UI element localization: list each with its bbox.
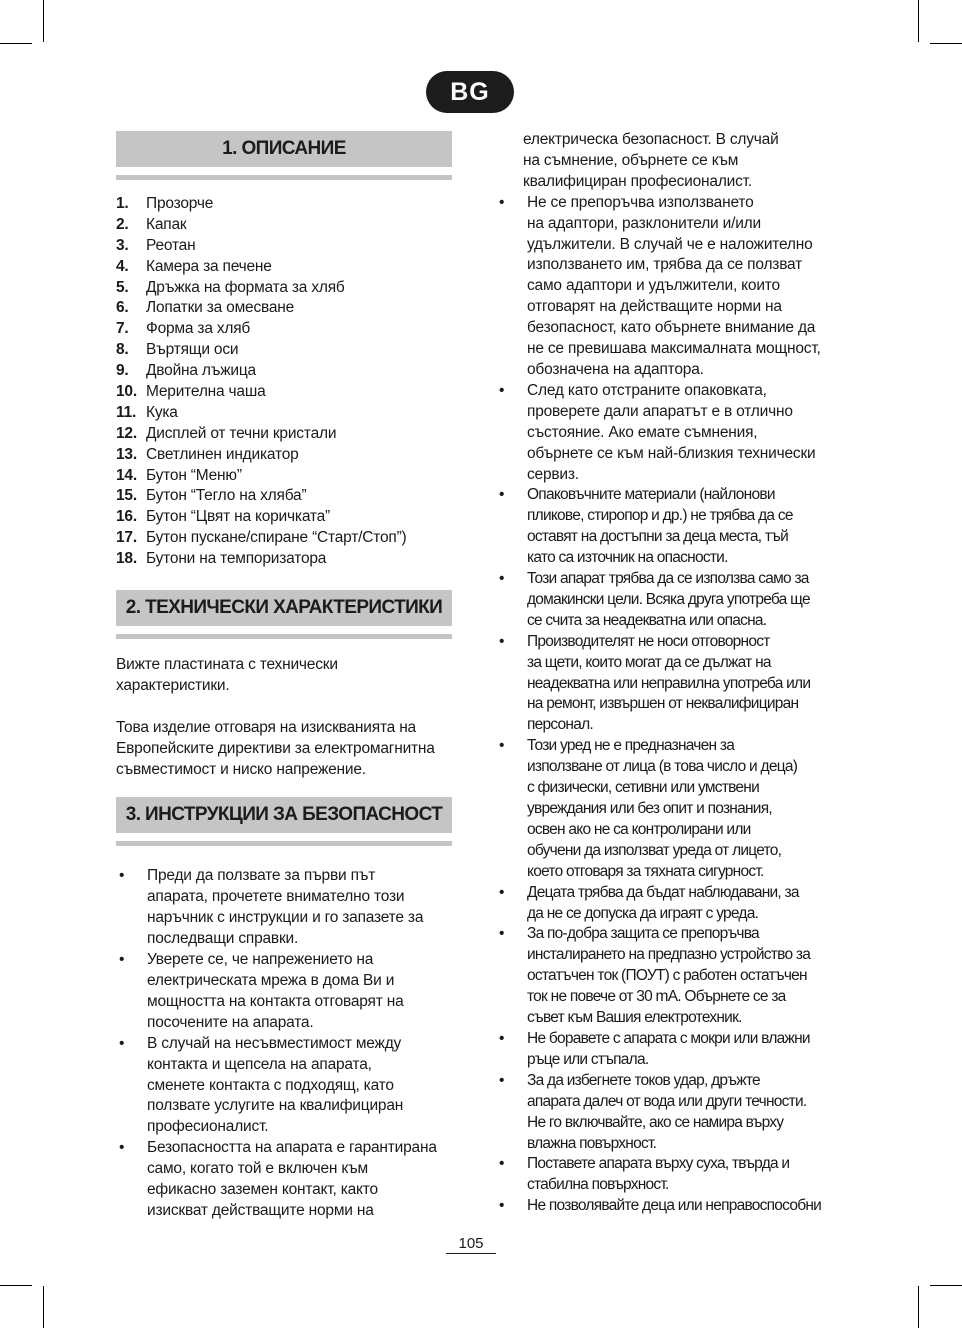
text-line: Това изделие отговаря на изискванията на bbox=[116, 718, 416, 736]
text-line: ток не повече от 30 mA. Обърнете се за bbox=[527, 988, 786, 1006]
text-line: Опаковъчните материали (найлонови bbox=[527, 486, 775, 504]
parts-list-item bbox=[116, 194, 452, 215]
left-column bbox=[116, 131, 452, 1222]
item-number: 3. bbox=[116, 236, 129, 254]
text-line: Не боравете с апарата с мокри или влажни bbox=[527, 1029, 810, 1047]
text-line: безопасност, като обърнете внимание да bbox=[527, 319, 816, 337]
item-label: Реотан bbox=[146, 236, 196, 254]
text-line: професионалист. bbox=[147, 1118, 269, 1136]
parts-list-item bbox=[116, 298, 452, 319]
text-line: Производителят не носи отговорност bbox=[527, 632, 770, 650]
item-label: Бутон “Тегло на хляба” bbox=[146, 487, 307, 505]
text-line: влажна повърхност. bbox=[527, 1134, 657, 1152]
bullet-icon: • bbox=[499, 381, 505, 399]
section-1-title: 1. ОПИСАНИЕ bbox=[116, 131, 452, 167]
bullet-icon: • bbox=[119, 1139, 125, 1157]
section-divider bbox=[116, 175, 452, 180]
text-line: посочените на апарата. bbox=[147, 1013, 314, 1031]
text-line: Не се препоръчва използването bbox=[527, 193, 754, 211]
item-number: 9. bbox=[116, 362, 129, 380]
bullet-icon: • bbox=[499, 1029, 505, 1047]
text-line: квалифициран професионалист. bbox=[523, 172, 752, 190]
text-line: обърнете се към най-близкия технически bbox=[527, 444, 816, 462]
safety-bullet bbox=[496, 1196, 836, 1217]
safety-list-right bbox=[496, 193, 836, 1217]
text-line: Преди да ползвате за първи път bbox=[147, 867, 376, 885]
bullet-icon: • bbox=[119, 951, 125, 969]
text-line: стабилна повърхност. bbox=[527, 1176, 669, 1194]
bullet-icon: • bbox=[499, 1155, 505, 1173]
text-line: ръце или стъпала. bbox=[527, 1050, 649, 1068]
text-line: ползвате услугите на квалифициран bbox=[147, 1097, 404, 1115]
section-1-header bbox=[116, 131, 452, 180]
item-number: 6. bbox=[116, 299, 129, 317]
text-line: персонал. bbox=[527, 716, 593, 734]
text-line: неадекватна или неправилна употреба или bbox=[527, 674, 811, 692]
text-line: мощността на контакта отговарят на bbox=[147, 992, 404, 1010]
text-line: наръчник с инструкции и го запазете за bbox=[147, 909, 424, 927]
item-number: 16. bbox=[116, 508, 137, 526]
item-number: 14. bbox=[116, 466, 137, 484]
section-2-title: 2. ТЕХНИЧЕСКИ ХАРАКТЕРИСТИКИ bbox=[116, 590, 452, 626]
item-number: 15. bbox=[116, 487, 137, 505]
text-line: последващи справки. bbox=[147, 930, 299, 948]
item-label: Бутон пускане/спиране “Старт/Стоп”) bbox=[146, 529, 407, 547]
text-line: не се превишава максималната мощност, bbox=[527, 340, 821, 358]
item-label: Форма за хляб bbox=[146, 320, 251, 338]
text-line: на ремонт, извършен от неквалифициран bbox=[527, 695, 799, 713]
text-line: електрическата мрежа в дома Ви и bbox=[147, 971, 395, 989]
item-number: 12. bbox=[116, 424, 137, 442]
item-number: 7. bbox=[116, 320, 129, 338]
parts-list-item bbox=[116, 549, 452, 570]
text-line: което отговаря за тяхната сигурност. bbox=[527, 862, 764, 880]
item-label: Лопатки за омесване bbox=[146, 299, 295, 317]
safety-bullet bbox=[116, 1034, 452, 1139]
bullet-icon: • bbox=[499, 570, 505, 588]
safety-bullet bbox=[496, 883, 836, 925]
item-number: 2. bbox=[116, 215, 129, 233]
item-label: Кука bbox=[146, 403, 178, 421]
safety-bullet bbox=[116, 866, 452, 950]
text-line: характеристики. bbox=[116, 676, 230, 694]
text-line: с физически, сетивни или умствени bbox=[527, 779, 759, 797]
parts-list-item bbox=[116, 319, 452, 340]
section-2-header bbox=[116, 590, 452, 639]
parts-list-item bbox=[116, 486, 452, 507]
safety-bullet bbox=[496, 193, 836, 381]
bullet-icon: • bbox=[119, 867, 125, 885]
parts-list-item bbox=[116, 236, 452, 257]
crop-mark bbox=[0, 1285, 32, 1286]
text-line: След като отстраните опаковката, bbox=[527, 381, 767, 399]
text-line: В случай на несъвместимост между bbox=[147, 1034, 402, 1052]
item-number: 4. bbox=[116, 257, 129, 275]
right-column bbox=[496, 130, 836, 1217]
safety-bullet bbox=[496, 381, 836, 486]
text-line: Уверете се, че напрежението на bbox=[147, 951, 374, 969]
item-label: Бутон “Цвят на коричката” bbox=[146, 508, 331, 526]
text-line: само адаптори и удължители, които bbox=[527, 277, 780, 295]
text-line: на съмнение, обърнете се към bbox=[523, 151, 739, 169]
item-number: 1. bbox=[116, 195, 129, 212]
crop-mark bbox=[43, 0, 44, 42]
text-line: за щети, които могат да се дължат на bbox=[527, 653, 771, 671]
safety-bullet bbox=[496, 924, 836, 1029]
text-line: апарата, прочетете внимателно този bbox=[147, 888, 405, 906]
section-divider bbox=[116, 634, 452, 639]
text-line: се счита за неадекватна или опасна. bbox=[527, 611, 767, 629]
item-label: Двойна лъжица bbox=[146, 362, 256, 380]
text-line: Европейските директиви за електромагнитна bbox=[116, 739, 435, 757]
text-line: инсталирането на предпазно устройство за bbox=[527, 946, 811, 964]
text-line: на адаптори, разклонители и/или bbox=[527, 214, 761, 232]
parts-list-item bbox=[116, 382, 452, 403]
item-label: Прозорче bbox=[146, 195, 214, 212]
text-line: удължители. В случай че е наложително bbox=[527, 235, 813, 253]
compliance-paragraph bbox=[116, 718, 452, 781]
parts-list-item bbox=[116, 361, 452, 382]
section-3-header bbox=[116, 797, 452, 846]
continued-paragraph bbox=[496, 130, 836, 193]
text-line: отговарят на действащите норми на bbox=[527, 298, 782, 316]
safety-bullet bbox=[116, 1138, 452, 1222]
page-number: 105 bbox=[446, 1235, 496, 1254]
item-number: 11. bbox=[116, 403, 137, 421]
bullet-icon: • bbox=[499, 632, 505, 650]
text-line: съвет към Вашия електротехник. bbox=[527, 1009, 742, 1027]
text-line: За да избегнете токов удар, дръжте bbox=[527, 1071, 760, 1089]
text-line: Вижте пластината с технически bbox=[116, 656, 338, 674]
bullet-icon: • bbox=[499, 486, 505, 504]
item-label: Дръжка на формата за хляб bbox=[146, 278, 345, 296]
text-line: За по-добра защита се препоръчва bbox=[527, 925, 759, 943]
crop-mark bbox=[918, 1286, 919, 1328]
text-line: оставят на достъпни за деца места, тъй bbox=[527, 528, 789, 546]
item-number: 13. bbox=[116, 445, 137, 463]
text-line: остатъчен ток (ПОУТ) с работен остатъчен bbox=[527, 967, 807, 985]
parts-list-item bbox=[116, 466, 452, 487]
parts-list bbox=[116, 194, 452, 570]
text-line: състояние. Ако емате съмнения, bbox=[527, 423, 758, 441]
text-line: домакински цели. Всяка друга употреба ще bbox=[527, 590, 810, 608]
crop-mark bbox=[43, 1286, 44, 1328]
bullet-icon: • bbox=[499, 1197, 505, 1215]
tech-specs-paragraph bbox=[116, 655, 452, 697]
crop-mark bbox=[930, 1285, 962, 1286]
text-line: Не позволявайте деца или неправоспособни bbox=[527, 1197, 822, 1215]
text-line: използване от лица (в това число и деца) bbox=[527, 758, 798, 776]
safety-bullet bbox=[496, 569, 836, 632]
parts-list-item bbox=[116, 507, 452, 528]
item-label: Светлинен индикатор bbox=[146, 445, 299, 463]
bullet-icon: • bbox=[499, 737, 505, 755]
item-number: 5. bbox=[116, 278, 129, 296]
text-line: Този апарат трябва да се използва само за bbox=[527, 570, 809, 588]
crop-mark bbox=[918, 0, 919, 42]
text-line: сменете контакта с подходящ, като bbox=[147, 1076, 394, 1094]
language-badge: BG bbox=[426, 71, 514, 113]
item-label: Дисплей от течни кристали bbox=[146, 424, 337, 442]
text-line: апарата далеч от вода или други течности. bbox=[527, 1092, 807, 1110]
parts-list-item bbox=[116, 445, 452, 466]
section-divider bbox=[116, 841, 452, 846]
parts-list-item bbox=[116, 528, 452, 549]
parts-list-item bbox=[116, 215, 452, 236]
safety-bullet bbox=[496, 1071, 836, 1155]
bullet-icon: • bbox=[499, 193, 505, 211]
text-line: проверете дали апаратът е в отлично bbox=[527, 402, 793, 420]
text-line: ефикасно заземен контакт, както bbox=[147, 1181, 378, 1199]
text-line: Децата трябва да бъдат наблюдавани, за bbox=[527, 883, 799, 901]
item-label: Капак bbox=[146, 215, 187, 233]
text-line: използването им, трябва да се ползват bbox=[527, 256, 803, 274]
text-line: контакта и щепсела на апарата, bbox=[147, 1055, 372, 1073]
safety-list-left bbox=[116, 866, 452, 1221]
bullet-icon: • bbox=[499, 925, 505, 943]
item-number: 17. bbox=[116, 529, 137, 547]
text-line: изискват действащите норми на bbox=[147, 1201, 374, 1219]
bullet-icon: • bbox=[499, 883, 505, 901]
bullet-icon: • bbox=[499, 1071, 505, 1089]
text-line: съвместимост и ниско напрежение. bbox=[116, 760, 366, 778]
safety-bullet bbox=[496, 1029, 836, 1071]
text-line: увреждания или без опит и познания, bbox=[527, 800, 772, 817]
parts-list-item bbox=[116, 424, 452, 445]
safety-bullet bbox=[116, 950, 452, 1034]
parts-list-item bbox=[116, 403, 452, 424]
crop-mark bbox=[930, 43, 962, 44]
text-line: сервиз. bbox=[527, 465, 579, 483]
item-number: 8. bbox=[116, 341, 129, 359]
item-label: Бутон “Меню” bbox=[146, 466, 242, 484]
item-number: 10. bbox=[116, 383, 137, 401]
item-label: Въртящи оси bbox=[146, 341, 239, 359]
safety-bullet bbox=[496, 632, 836, 737]
text-line: електрическа безопасност. В случай bbox=[523, 131, 779, 148]
crop-mark bbox=[0, 43, 32, 44]
item-label: Мерителна чаша bbox=[146, 383, 266, 401]
section-3-title: 3. ИНСТРУКЦИИ ЗА БЕЗОПАСНОСТ bbox=[116, 797, 452, 833]
text-line: освен ако не са контролирани или bbox=[527, 820, 751, 838]
text-line: Този уред не е предназначен за bbox=[527, 737, 735, 755]
text-line: пликове, стиропор и др.) не трябва да се bbox=[527, 507, 793, 525]
text-line: обозначена на адаптора. bbox=[527, 360, 704, 378]
item-label: Камера за печене bbox=[146, 257, 272, 275]
bullet-icon: • bbox=[119, 1034, 125, 1052]
text-line: Безопасността на апарата е гарантирана bbox=[147, 1139, 437, 1157]
safety-bullet bbox=[496, 485, 836, 569]
parts-list-item bbox=[116, 257, 452, 278]
parts-list-item bbox=[116, 340, 452, 361]
item-number: 18. bbox=[116, 550, 137, 568]
parts-list-item bbox=[116, 278, 452, 299]
text-line: да не се допуска да играят с уреда. bbox=[527, 904, 759, 922]
text-line: Поставете апарата върху суха, твърда и bbox=[527, 1155, 790, 1173]
safety-bullet bbox=[496, 736, 836, 882]
item-label: Бутони на темпоризатора bbox=[146, 550, 327, 568]
text-line: като са източник на опасности. bbox=[527, 549, 728, 567]
safety-bullet bbox=[496, 1154, 836, 1196]
text-line: само, когато той е включен към bbox=[147, 1160, 368, 1178]
text-line: Не го включвайте, ако се намира върху bbox=[527, 1113, 784, 1131]
text-line: обучени да използват уреда от лицето, bbox=[527, 841, 782, 859]
